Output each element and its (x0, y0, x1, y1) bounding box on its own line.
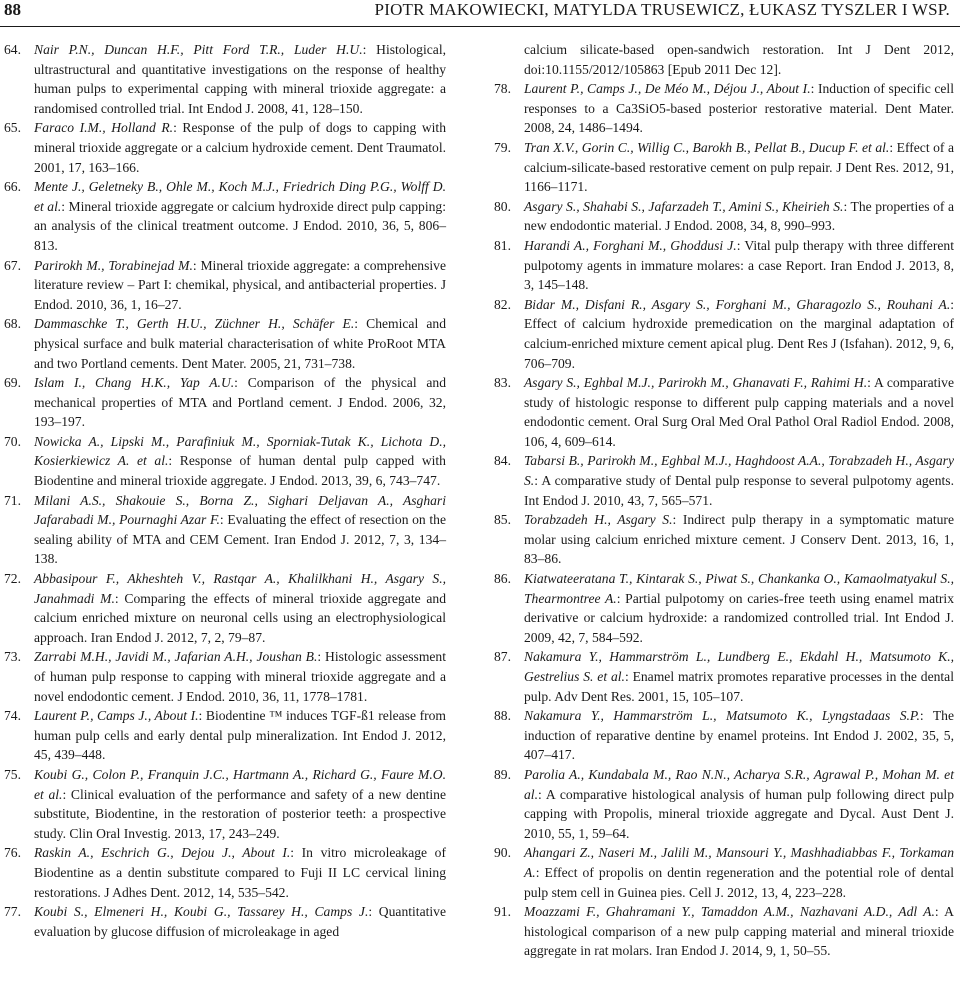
reference-item (494, 569, 954, 647)
reference-number: 65. (4, 120, 21, 136)
reference-item (494, 451, 954, 510)
reference-text: : Clinical evaluation of the performance and safety of a new dentine substitute, Biodentine, in the restoration of posterior teeth: a prospective study. Clin Oral Investig. 2013, 17, 243–249. (34, 786, 447, 841)
reference-number: 79. (494, 139, 511, 155)
reference-number: 74. (4, 708, 21, 724)
reference-authors: Islam I., Chang H.K., Yap A.U. (34, 375, 235, 391)
reference-number: 66. (4, 179, 21, 195)
reference-authors: Bidar M., Disfani R., Asgary S., Forghani M., Gharagozlo S., Rouhani A. (524, 296, 951, 312)
reference-item (494, 236, 954, 295)
reference-number: 90. (494, 845, 511, 861)
reference-text: : A comparative histological analysis of human pulp following direct pulp capping with Propolis, mineral trioxide aggregate and Dycal. Aust Dent J. 2010, 55, 1, 59–64. (524, 786, 954, 841)
reference-text: : Partial pulpotomy on caries-free teeth using enamel matrix derivative or calcium hydroxide: a randomized controlled trial. Int Endod J. 2009, 42, 7, 584–592. (524, 590, 955, 645)
reference-item (494, 765, 954, 843)
reference-text: : Mineral trioxide aggregate: a comprehensive literature review – Part I: chemikal, physical, and antibacterial properties. J Endod. 2010, 36, 1, 16–27. (34, 257, 447, 312)
reference-text: : Mineral trioxide aggregate or calcium hydroxide direct pulp capping: an analysis of the clinical treatment outcome. J Endod. 2010, 36, 5, 806–813. (34, 198, 446, 253)
reference-authors: Kiatwateeratana T., Kintarak S., Piwat S., Chankanka O., Kamaolmatyakul S., Thearmontree A. (524, 571, 954, 606)
reference-item (494, 138, 954, 197)
reference-text: : The properties of a new endodontic material. J Endod. 2008, 34, 8, 990–993. (524, 198, 954, 234)
reference-text: : Comparing the effects of mineral trioxide aggregate and calcium enriched mixture on neuronal cells using an electrophysiological approach. Iran Endod J. 2012, 7, 2, 79–87. (34, 590, 447, 645)
reference-number: 86. (494, 571, 511, 587)
reference-number: 75. (4, 766, 21, 782)
reference-number: 84. (494, 453, 511, 469)
reference-authors: Abbasipour F., Akheshteh V., Rastqar A., Khalilkhani H., Asgary S., Janahmadi M. (34, 571, 446, 606)
reference-authors: Parolia A., Kundabala M., Rao N.N., Acharya S.R., Agrawal P., Mohan M. et al. (524, 766, 954, 802)
reference-text: : Effect of calcium hydroxide premedication on the marginal adaptation of calcium-enriched mixture cement apical plug. Dent Res J (Isfahan). 2012, 9, 6, 706–709. (524, 296, 954, 371)
reference-text: : Response of the pulp of dogs to capping with mineral trioxide aggregate or a calcium hydroxide cement. Dent Traumatol. 2001, 17, 163–166. (34, 120, 446, 175)
reference-number: 85. (494, 512, 511, 528)
reference-number: 83. (494, 375, 511, 391)
reference-text: : Effect of a calcium-silicate-based restorative cement on pulp repair. J Dent Res. 2012, 91, 1166–1171. (524, 139, 954, 195)
reference-item (494, 510, 954, 569)
reference-authors: Nakamura Y., Hammarström L., Lundberg E., Ekdahl H., Matsumoto K., Gestrelius S. et al. (524, 649, 954, 684)
reference-item (494, 902, 954, 961)
reference-authors: Tabarsi B., Parirokh M., Eghbal M.J., Haghdoost A.A., Torabzadeh H., Asgary S. (524, 453, 954, 489)
reference-authors: Laurent P., Camps J., De Méo M., Déjou J., About I. (524, 81, 811, 97)
reference-item (4, 373, 446, 432)
reference-number: 64. (4, 42, 21, 57)
reference-item (494, 40, 954, 79)
reference-number: 69. (4, 375, 21, 391)
reference-authors: Torabzadeh H., Asgary S. (524, 512, 673, 528)
reference-authors: Faraco I.M., Holland R. (34, 120, 174, 136)
reference-authors: Moazzami F., Ghahramani Y., Tamaddon A.M., Nazhavani A.D., Adl A. (524, 904, 935, 920)
reference-number: 68. (4, 316, 21, 332)
reference-item (4, 843, 446, 902)
reference-authors: Mente J., Geletneky B., Ohle M., Koch M.J., Friedrich Ding P.G., Wolff D. et al. (34, 179, 446, 214)
reference-number: 76. (4, 845, 21, 861)
reference-item (4, 569, 446, 647)
reference-text: : Induction of specific cell responses to a Ca3SiO5-based posterior restorative material. Dent Mater. 2008, 24, 1486–1494. (524, 81, 954, 136)
reference-text: : Chemical and physical surface and bulk material characterisation of white ProRoot MTA and two Portland cements. Dent Mater. 2005, 21, 731–738. (34, 316, 447, 371)
reference-number: 78. (494, 81, 511, 97)
reference-item (4, 40, 446, 118)
reference-item (494, 843, 954, 902)
reference-text: : A comparative study of Dental pulp response to several pulpotomy agents. Int Endod J. 2010, 43, 7, 565–571. (524, 473, 954, 508)
reference-number: 77. (4, 904, 21, 920)
reference-text: : A comparative study of histologic response to different pulp capping materials and a novel endodontic cement. Oral Surg Oral Med Oral Pathol Oral Radiol Endod. 2008, 106, 4, 609–614. (524, 375, 954, 449)
reference-item (494, 295, 954, 373)
reference-number: 91. (494, 904, 511, 920)
reference-text: : Evaluating the effect of resection on the sealing ability of MTA and CEM Cement. Iran Endod J. 2012, 7, 3, 134–138. (34, 512, 446, 567)
reference-authors: Asgary S., Eghbal M.J., Parirokh M., Ghanavati F., Rahimi H. (524, 375, 868, 391)
reference-authors: Ahangari Z., Naseri M., Jalili M., Mansouri Y., Mashhadiabbas F., Torkaman A. (524, 845, 954, 880)
reference-authors: Koubi G., Colon P., Franquin J.C., Hartmann A., Richard G., Faure M.O. et al. (34, 766, 446, 802)
reference-number: 71. (4, 492, 21, 508)
page-number: 88 (4, 0, 21, 19)
reference-number: 67. (4, 257, 21, 273)
reference-item (4, 177, 446, 255)
reference-number: 82. (494, 296, 511, 312)
reference-item (4, 491, 446, 569)
reference-item (494, 647, 954, 706)
reference-authors: Raskin A., Eschrich G., Dejou J., About I. (34, 845, 291, 861)
reference-number: 73. (4, 649, 21, 665)
reference-item (4, 256, 446, 315)
reference-item (4, 902, 446, 941)
references-left-column (4, 40, 446, 941)
reference-text: : Indirect pulp therapy in a symptomatic mature molar using calcium enriched mixture cement. J Conserv Dent. 2013, 16, 1, 83–86. (524, 512, 954, 567)
references-right-column (494, 40, 954, 961)
reference-item (4, 706, 446, 765)
reference-number: 88. (494, 708, 511, 724)
reference-text: : Histological, ultrastructural and quantitative investigations on the response of healthy human pulps to experimental capping with mineral trioxide aggregate: a randomised controlled trial. Int Endod J. 2008, 41, 128–150. (34, 42, 446, 116)
reference-text: : Response of human dental pulp capped with Biodentine and mineral trioxide aggregate. J Endod. 2013, 39, 6, 743–747. (34, 453, 446, 489)
reference-number: 89. (494, 766, 511, 782)
reference-number: 81. (494, 237, 511, 253)
reference-authors: Dammaschke T., Gerth H.U., Züchner H., Schäfer E. (34, 316, 355, 332)
reference-authors: Nair P.N., Duncan H.F., Pitt Ford T.R., Luder H.U. (34, 42, 363, 57)
reference-authors: Milani A.S., Shakouie S., Borna Z., Sighari Deljavan A., Asghari Jafarabadi M., Pournaghi Azar F. (34, 492, 446, 528)
reference-number: 87. (494, 649, 511, 665)
reference-text: : Biodentine ™ induces TGF-ß1 release from human pulp cells and early dental pulp mineralization. Int Endod J. 2012, 45, 439–448. (34, 708, 447, 763)
reference-text: : Effect of propolis on dentin regeneration and the potential role of dental pulp stem cell in Guinea pies. Cell J. 2012, 13, 4, 223–228. (524, 864, 954, 900)
reference-authors: Harandi A., Forghani M., Ghoddusi J. (524, 237, 737, 253)
reference-item (4, 432, 446, 491)
reference-authors: Nakamura Y., Hammarström L., Matsumoto K., Lyngstadaas S.P. (524, 708, 920, 724)
reference-item (4, 765, 446, 843)
running-head: PIOTR MAKOWIECKI, MATYLDA TRUSEWICZ, ŁUKASZ TYSZLER I WSP. (374, 0, 950, 19)
reference-authors: Koubi S., Elmeneri H., Koubi G., Tassarey H., Camps J. (34, 904, 369, 920)
reference-text: : Enamel matrix promotes reparative processes in the dental pulp. Adv Dent Res. 2001, 15, 105–107. (524, 669, 954, 704)
reference-number: 80. (494, 198, 511, 214)
header-rule (0, 26, 960, 27)
reference-authors: Laurent P., Camps J., About I. (34, 708, 199, 724)
page-header (0, 0, 960, 30)
reference-number: 72. (4, 571, 21, 587)
reference-item (494, 373, 954, 451)
reference-authors: Tran X.V., Gorin C., Willig C., Barokh B., Pellat B., Ducup F. et al. (524, 139, 890, 155)
reference-text: : Comparison of the physical and mechanical properties of MTA and Portland cement. J Endod. 2006, 32, 193–197. (34, 375, 446, 430)
reference-number: 70. (4, 433, 21, 449)
reference-item (494, 197, 954, 236)
reference-item (4, 647, 446, 706)
reference-item (494, 706, 954, 765)
reference-authors: Nowicka A., Lipski M., Parafiniuk M., Sporniak-Tutak K., Lichota D., Kosierkiewicz A. et al. (34, 433, 446, 469)
reference-text: : Vital pulp therapy with three different pulpotomy agents in immature molares: a case Report. Iran Endod J. 2013, 8, 3, 145–148. (524, 237, 954, 293)
reference-text: : The induction of reparative dentine by enamel proteins. Int Endod J. 2002, 35, 5, 407–417. (524, 708, 954, 763)
reference-authors: Zarrabi M.H., Javidi M., Jafarian A.H., Joushan B. (34, 649, 318, 665)
reference-item (4, 118, 446, 177)
reference-text: : In vitro microleakage of Biodentine as a dentin substitute compared to Fuji II LC cervical lining restorations. J Adhes Dent. 2012, 14, 535–542. (34, 845, 447, 900)
reference-text: : Histologic assessment of human pulp response to capping with mineral trioxide aggregate and a novel endodontic cement. J Endod. 2010, 36, 11, 1778–1781. (34, 649, 447, 704)
reference-text: : Quantitative evaluation by glucose diffusion of microleakage in aged (34, 904, 447, 939)
reference-item (4, 314, 446, 373)
reference-text: : A histological comparison of a new pulp capping material and mineral trioxide aggregate in rat molars. Iran Endod J. 2014, 9, 1, 50–55. (524, 904, 954, 959)
reference-authors: Parirokh M., Torabinejad M. (34, 257, 193, 273)
reference-authors: Asgary S., Shahabi S., Jafarzadeh T., Amini S., Kheirieh S. (524, 198, 844, 214)
reference-item (494, 79, 954, 138)
reference-text: calcium silicate-based open-sandwich restoration. Int J Dent 2012, doi:10.1155/2012/105863 [Epub 2011 Dec 12]. (524, 42, 954, 77)
